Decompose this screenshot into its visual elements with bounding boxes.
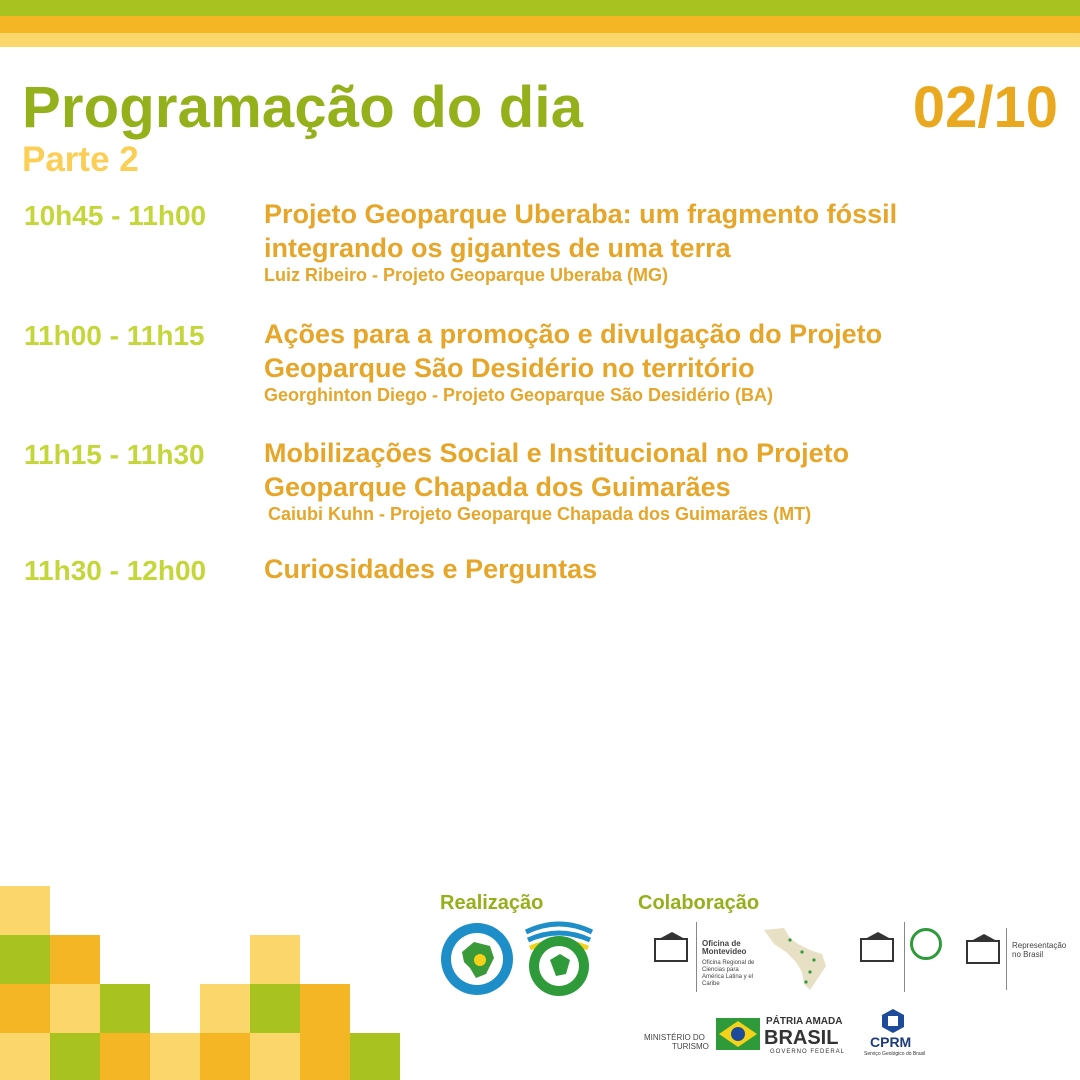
talk-title-line: Ações para a promoção e divulgação do Projeto	[264, 319, 883, 349]
ministerio-text-1: MINISTÉRIO DO	[644, 1033, 705, 1042]
top-stripe-yellow	[0, 33, 1080, 47]
schedule-time: 10h45 - 11h00	[24, 200, 207, 231]
page-title: Programação do dia	[22, 75, 584, 140]
talk-title-line: Curiosidades e Perguntas	[264, 554, 598, 584]
sbg-logo	[440, 922, 514, 996]
ministerio-text-2: TURISMO	[672, 1042, 709, 1051]
schedule-speaker: Caiubi Kuhn - Projeto Geoparque Chapada dos Guimarães (MT)	[268, 504, 812, 524]
event-date: 02/10	[912, 75, 1058, 140]
talk-title-line: integrando os gigantes de uma terra	[264, 233, 731, 263]
geoparques-map-logo	[760, 924, 850, 994]
global-geoparks-icon	[910, 928, 942, 960]
cprm-subtext: Serviço Geológico do Brasil	[864, 1051, 926, 1057]
divider	[696, 922, 697, 992]
talk-title-line: Geoparque São Desidério no território	[264, 353, 755, 383]
schedule-talk-title	[264, 552, 1024, 586]
top-stripe-orange	[0, 16, 1080, 33]
unesco-brasil-text-1: Representação	[1012, 941, 1067, 950]
schedule-talk-title	[264, 197, 1024, 265]
schedule-time: 11h15 - 11h30	[24, 439, 205, 470]
schedule-time: 11h00 - 11h15	[24, 320, 205, 351]
unesco-brasil-text-2: no Brasil	[1012, 950, 1044, 959]
brasil-flag-icon	[716, 1018, 760, 1050]
unesco-icon	[966, 940, 1000, 964]
schedule-talk-title	[264, 317, 1024, 385]
cprm-icon	[880, 1008, 906, 1034]
patria-amada-text: PÁTRIA AMADA	[766, 1016, 843, 1027]
unesco-montevideo-text: Oficina de Montevideo	[702, 939, 747, 956]
divider	[904, 922, 905, 992]
decorative-mosaic	[0, 886, 400, 1080]
schedule-time: 11h30 - 12h00	[24, 555, 207, 586]
realizacao-label: Realização	[440, 892, 544, 914]
schedule-speaker: Georghinton Diego - Projeto Geoparque São Desidério (BA)	[264, 385, 774, 405]
unesco-icon	[860, 938, 894, 962]
talk-title-line: Mobilizações Social e Institucional no Projeto	[264, 438, 850, 468]
top-stripe-green	[0, 0, 1080, 16]
governo-federal-text: GOVERNO FEDERAL	[770, 1049, 846, 1055]
page-subtitle: Parte 2	[22, 140, 139, 179]
brasil-text: BRASIL	[764, 1027, 839, 1049]
unesco-icon	[654, 938, 688, 962]
schedule-speaker: Luiz Ribeiro - Projeto Geoparque Uberaba (MG)	[264, 265, 669, 285]
colaboracao-label: Colaboração	[638, 892, 760, 914]
talk-title-line: Geoparque Chapada dos Guimarães	[264, 472, 731, 502]
cprm-text: CPRM	[870, 1034, 912, 1050]
unesco-montevideo-sub: Oficina Regional de Ciencias para América Latina y el Caribe	[702, 960, 755, 987]
geoparques-logo	[520, 918, 598, 998]
divider	[1006, 928, 1007, 990]
schedule-talk-title	[264, 436, 1024, 504]
talk-title-line: Projeto Geoparque Uberaba: um fragmento fóssil	[264, 199, 898, 229]
